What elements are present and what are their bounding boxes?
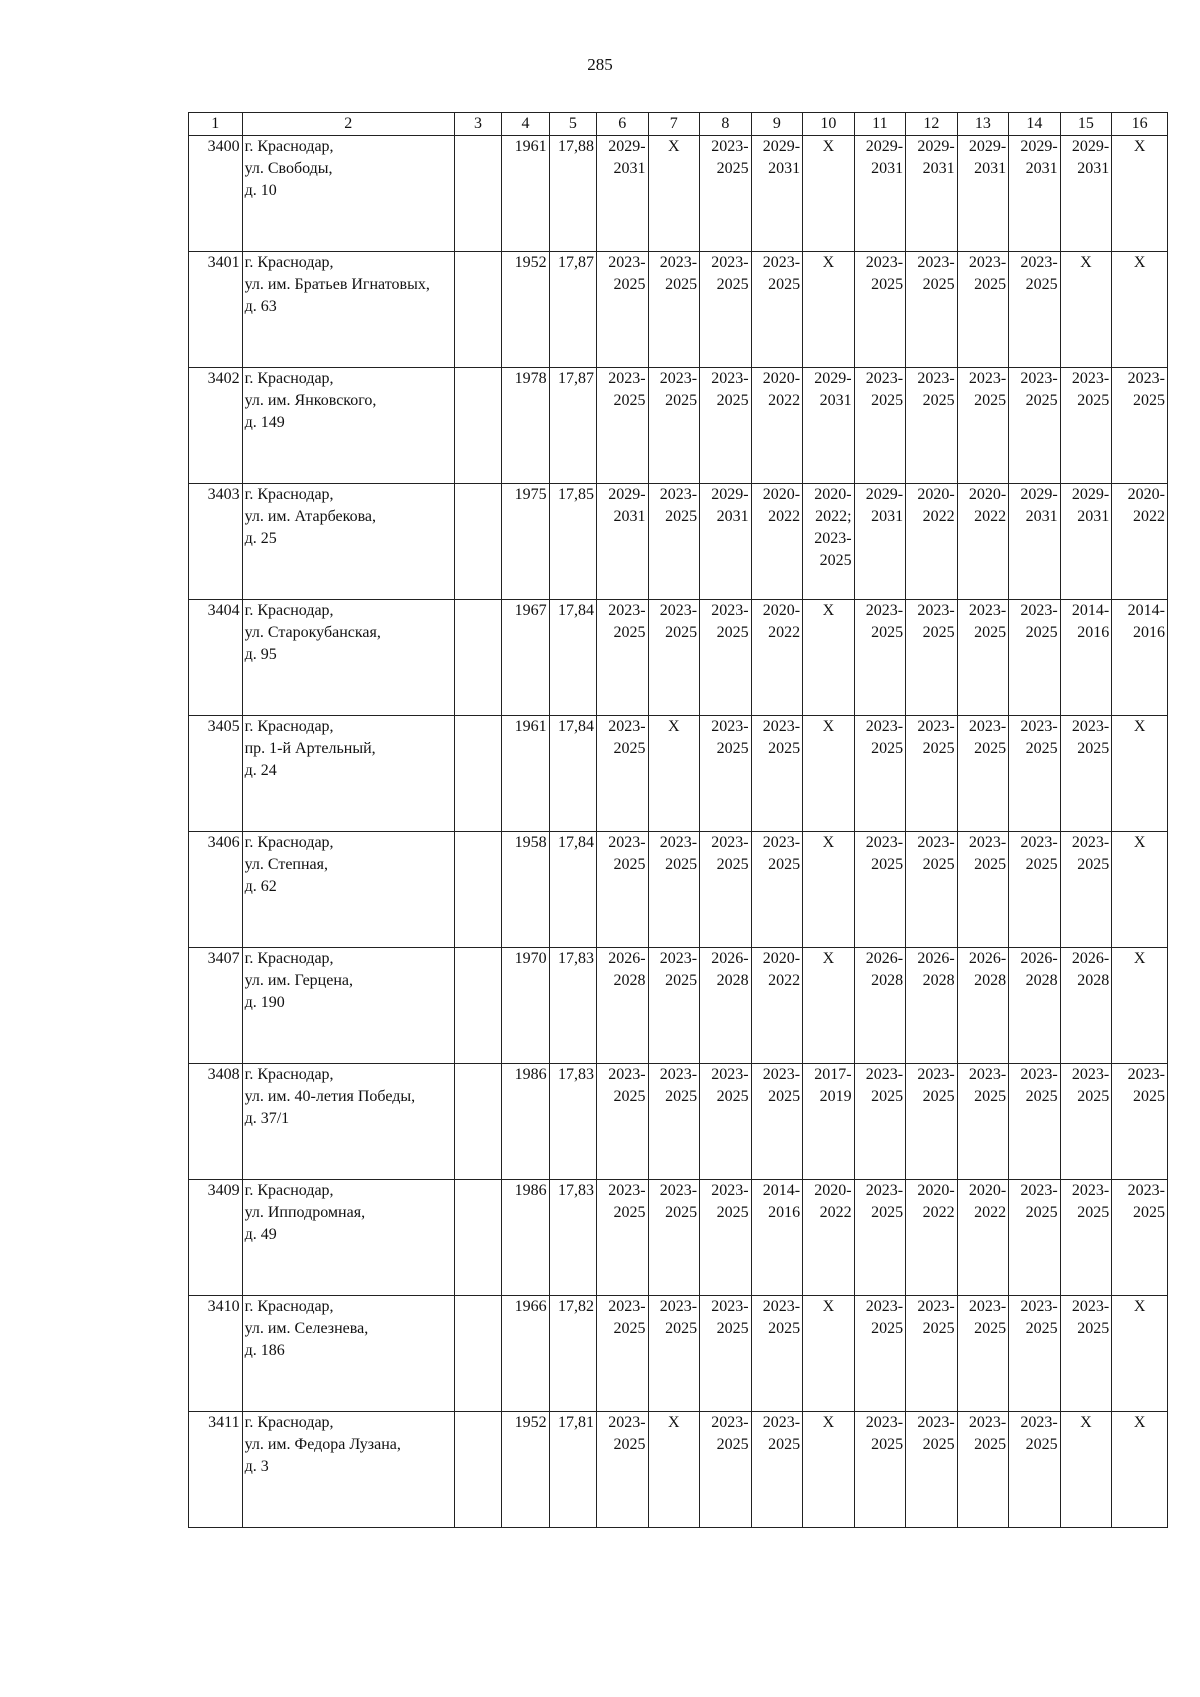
period-cell-col-6: 2023- 2025: [597, 368, 649, 484]
row-number: 3409: [189, 1180, 243, 1296]
period-cell-col-9: 2020- 2022: [751, 484, 803, 600]
value-cell: 17,83: [549, 1180, 596, 1296]
period-cell-col-11: 2023- 2025: [854, 600, 906, 716]
period-cell-col-7: X: [648, 136, 700, 252]
row-number: 3402: [189, 368, 243, 484]
period-cell-col-11: 2023- 2025: [854, 1412, 906, 1528]
table-row: [189, 948, 1168, 1064]
period-cell-col-11: 2023- 2025: [854, 1296, 906, 1412]
address-cell: [242, 1296, 454, 1412]
address-line: ул. Степная,: [244, 856, 328, 873]
period-cell-col-12: 2023- 2025: [906, 600, 958, 716]
period-cell-col-13: 2020- 2022: [957, 1180, 1009, 1296]
table-row: [189, 368, 1168, 484]
address-line: д. 149: [244, 414, 285, 431]
address-line: д. 37/1: [244, 1110, 290, 1127]
column-3-cell: [454, 136, 501, 252]
address-line: ул. им. 40-летия Победы,: [244, 1088, 416, 1105]
row-number: 3408: [189, 1064, 243, 1180]
period-cell-col-8: 2023- 2025: [700, 832, 752, 948]
address-line: д. 190: [244, 994, 285, 1011]
address-line: г. Краснодар,: [244, 254, 334, 271]
address-cell: [242, 1064, 454, 1180]
period-cell-col-12: 2023- 2025: [906, 252, 958, 368]
address-cell: [242, 832, 454, 948]
column-header-16: 16: [1112, 113, 1168, 136]
address-line: д. 49: [244, 1226, 277, 1243]
period-cell-col-8: 2029- 2031: [700, 484, 752, 600]
row-number: 3410: [189, 1296, 243, 1412]
period-cell-col-10: 2020- 2022: [803, 1180, 855, 1296]
period-cell-col-13: 2023- 2025: [957, 1064, 1009, 1180]
period-cell-col-16: 2023- 2025: [1112, 1180, 1168, 1296]
period-cell-col-8: 2023- 2025: [700, 1064, 752, 1180]
period-cell-col-11: 2029- 2031: [854, 484, 906, 600]
column-header-2: 2: [242, 113, 454, 136]
period-cell-col-7: 2023- 2025: [648, 1180, 700, 1296]
column-header-5: 5: [549, 113, 596, 136]
period-cell-col-6: 2023- 2025: [597, 1296, 649, 1412]
address-line: г. Краснодар,: [244, 1066, 334, 1083]
period-cell-col-9: 2020- 2022: [751, 600, 803, 716]
period-cell-col-14: 2023- 2025: [1009, 1180, 1061, 1296]
build-year-cell: 1986: [502, 1064, 549, 1180]
address-line: г. Краснодар,: [244, 1298, 334, 1315]
period-cell-col-14: 2023- 2025: [1009, 716, 1061, 832]
period-cell-col-9: 2023- 2025: [751, 252, 803, 368]
period-cell-col-9: 2014- 2016: [751, 1180, 803, 1296]
address-line: ул. Свободы,: [244, 160, 333, 177]
period-cell-col-14: 2026- 2028: [1009, 948, 1061, 1064]
period-cell-col-6: 2023- 2025: [597, 1180, 649, 1296]
period-cell-col-15: 2023- 2025: [1060, 368, 1112, 484]
table-row: [189, 600, 1168, 716]
period-cell-col-14: 2023- 2025: [1009, 368, 1061, 484]
period-cell-col-16: X: [1112, 716, 1168, 832]
period-cell-col-13: 2023- 2025: [957, 1296, 1009, 1412]
period-cell-col-16: 2014- 2016: [1112, 600, 1168, 716]
period-cell-col-8: 2023- 2025: [700, 1412, 752, 1528]
build-year-cell: 1967: [502, 600, 549, 716]
housing-register-table: [188, 112, 1168, 1528]
row-number: 3407: [189, 948, 243, 1064]
column-header-14: 14: [1009, 113, 1061, 136]
period-cell-col-11: 2023- 2025: [854, 716, 906, 832]
address-line: д. 25: [244, 530, 277, 547]
period-cell-col-16: X: [1112, 136, 1168, 252]
address-line: ул. Ипподромная,: [244, 1204, 366, 1221]
column-header-11: 11: [854, 113, 906, 136]
build-year-cell: 1978: [502, 368, 549, 484]
period-cell-col-13: 2023- 2025: [957, 368, 1009, 484]
period-cell-col-8: 2023- 2025: [700, 716, 752, 832]
period-cell-col-15: 2014- 2016: [1060, 600, 1112, 716]
address-line: д. 10: [244, 182, 277, 199]
period-cell-col-6: 2023- 2025: [597, 1064, 649, 1180]
period-cell-col-13: 2023- 2025: [957, 600, 1009, 716]
column-3-cell: [454, 252, 501, 368]
address-line: д. 95: [244, 646, 277, 663]
column-header-9: 9: [751, 113, 803, 136]
address-line: ул. им. Герцена,: [244, 972, 354, 989]
column-3-cell: [454, 1296, 501, 1412]
address-cell: [242, 1180, 454, 1296]
period-cell-col-8: 2023- 2025: [700, 1180, 752, 1296]
period-cell-col-16: X: [1112, 832, 1168, 948]
period-cell-col-10: X: [803, 948, 855, 1064]
value-cell: 17,85: [549, 484, 596, 600]
period-cell-col-14: 2023- 2025: [1009, 832, 1061, 948]
address-line: г. Краснодар,: [244, 602, 334, 619]
row-number: 3404: [189, 600, 243, 716]
period-cell-col-11: 2023- 2025: [854, 1180, 906, 1296]
period-cell-col-7: 2023- 2025: [648, 832, 700, 948]
address-line: г. Краснодар,: [244, 950, 334, 967]
period-cell-col-9: 2020- 2022: [751, 368, 803, 484]
period-cell-col-11: 2026- 2028: [854, 948, 906, 1064]
header-row: [189, 113, 1168, 136]
period-cell-col-8: 2023- 2025: [700, 136, 752, 252]
period-cell-col-10: X: [803, 716, 855, 832]
column-3-cell: [454, 832, 501, 948]
column-3-cell: [454, 368, 501, 484]
period-cell-col-14: 2023- 2025: [1009, 600, 1061, 716]
period-cell-col-7: 2023- 2025: [648, 1064, 700, 1180]
address-line: пр. 1-й Артельный,: [244, 740, 376, 757]
period-cell-col-15: X: [1060, 252, 1112, 368]
table-row: [189, 832, 1168, 948]
period-cell-col-10: X: [803, 832, 855, 948]
period-cell-col-7: 2023- 2025: [648, 484, 700, 600]
period-cell-col-16: 2023- 2025: [1112, 1064, 1168, 1180]
column-header-8: 8: [700, 113, 752, 136]
period-cell-col-6: 2023- 2025: [597, 252, 649, 368]
period-cell-col-12: 2029- 2031: [906, 136, 958, 252]
value-cell: 17,84: [549, 832, 596, 948]
period-cell-col-12: 2023- 2025: [906, 716, 958, 832]
period-cell-col-11: 2023- 2025: [854, 252, 906, 368]
value-cell: 17,87: [549, 252, 596, 368]
address-cell: [242, 484, 454, 600]
period-cell-col-16: X: [1112, 1412, 1168, 1528]
period-cell-col-16: X: [1112, 1296, 1168, 1412]
period-cell-col-14: 2023- 2025: [1009, 1412, 1061, 1528]
period-cell-col-6: 2023- 2025: [597, 832, 649, 948]
build-year-cell: 1952: [502, 1412, 549, 1528]
address-line: ул. им. Селезнева,: [244, 1320, 369, 1337]
column-3-cell: [454, 484, 501, 600]
table-row: [189, 716, 1168, 832]
period-cell-col-15: 2023- 2025: [1060, 1296, 1112, 1412]
period-cell-col-15: 2023- 2025: [1060, 1180, 1112, 1296]
period-cell-col-6: 2029- 2031: [597, 136, 649, 252]
period-cell-col-15: 2026- 2028: [1060, 948, 1112, 1064]
period-cell-col-14: 2029- 2031: [1009, 484, 1061, 600]
period-cell-col-15: 2023- 2025: [1060, 832, 1112, 948]
period-cell-col-13: 2026- 2028: [957, 948, 1009, 1064]
period-cell-col-8: 2023- 2025: [700, 368, 752, 484]
period-cell-col-8: 2023- 2025: [700, 252, 752, 368]
page-number: 285: [587, 55, 613, 74]
address-line: г. Краснодар,: [244, 1414, 334, 1431]
period-cell-col-14: 2023- 2025: [1009, 252, 1061, 368]
period-cell-col-7: 2023- 2025: [648, 252, 700, 368]
value-cell: 17,84: [549, 600, 596, 716]
table-row: [189, 136, 1168, 252]
column-header-1: 1: [189, 113, 243, 136]
column-header-13: 13: [957, 113, 1009, 136]
address-line: ул. Старокубанская,: [244, 624, 381, 641]
address-line: ул. им. Янковского,: [244, 392, 377, 409]
period-cell-col-8: 2023- 2025: [700, 1296, 752, 1412]
table-row: [189, 1412, 1168, 1528]
period-cell-col-16: 2020- 2022: [1112, 484, 1168, 600]
value-cell: 17,84: [549, 716, 596, 832]
build-year-cell: 1958: [502, 832, 549, 948]
period-cell-col-10: 2029- 2031: [803, 368, 855, 484]
column-header-6: 6: [597, 113, 649, 136]
period-cell-col-7: 2023- 2025: [648, 368, 700, 484]
period-cell-col-15: X: [1060, 1412, 1112, 1528]
period-cell-col-13: 2023- 2025: [957, 716, 1009, 832]
address-line: д. 63: [244, 298, 277, 315]
period-cell-col-7: 2023- 2025: [648, 948, 700, 1064]
period-cell-col-13: 2029- 2031: [957, 136, 1009, 252]
period-cell-col-16: 2023- 2025: [1112, 368, 1168, 484]
address-line: д. 24: [244, 762, 277, 779]
period-cell-col-13: 2023- 2025: [957, 832, 1009, 948]
period-cell-col-12: 2020- 2022: [906, 1180, 958, 1296]
row-number: 3400: [189, 136, 243, 252]
address-cell: [242, 1412, 454, 1528]
column-header-3: 3: [454, 113, 501, 136]
address-line: ул. им. Федора Лузана,: [244, 1436, 401, 1453]
build-year-cell: 1986: [502, 1180, 549, 1296]
address-line: г. Краснодар,: [244, 486, 334, 503]
period-cell-col-8: 2026- 2028: [700, 948, 752, 1064]
period-cell-col-6: 2023- 2025: [597, 600, 649, 716]
column-header-4: 4: [502, 113, 549, 136]
address-cell: [242, 716, 454, 832]
period-cell-col-11: 2023- 2025: [854, 1064, 906, 1180]
column-header-7: 7: [648, 113, 700, 136]
table-body: [189, 136, 1168, 1528]
build-year-cell: 1952: [502, 252, 549, 368]
period-cell-col-12: 2023- 2025: [906, 1412, 958, 1528]
period-cell-col-11: 2023- 2025: [854, 832, 906, 948]
column-3-cell: [454, 1064, 501, 1180]
period-cell-col-9: 2023- 2025: [751, 716, 803, 832]
period-cell-col-12: 2023- 2025: [906, 1064, 958, 1180]
period-cell-col-10: X: [803, 600, 855, 716]
address-line: г. Краснодар,: [244, 370, 334, 387]
table-row: [189, 484, 1168, 600]
period-cell-col-14: 2023- 2025: [1009, 1064, 1061, 1180]
period-cell-col-9: 2020- 2022: [751, 948, 803, 1064]
column-3-cell: [454, 1180, 501, 1296]
period-cell-col-6: 2029- 2031: [597, 484, 649, 600]
period-cell-col-7: 2023- 2025: [648, 600, 700, 716]
column-header-12: 12: [906, 113, 958, 136]
row-number: 3401: [189, 252, 243, 368]
period-cell-col-14: 2029- 2031: [1009, 136, 1061, 252]
value-cell: 17,88: [549, 136, 596, 252]
build-year-cell: 1961: [502, 716, 549, 832]
period-cell-col-12: 2023- 2025: [906, 1296, 958, 1412]
address-cell: [242, 600, 454, 716]
build-year-cell: 1970: [502, 948, 549, 1064]
column-3-cell: [454, 948, 501, 1064]
address-cell: [242, 136, 454, 252]
address-cell: [242, 948, 454, 1064]
period-cell-col-12: 2023- 2025: [906, 368, 958, 484]
value-cell: 17,83: [549, 1064, 596, 1180]
address-line: д. 62: [244, 878, 277, 895]
period-cell-col-13: 2020- 2022: [957, 484, 1009, 600]
address-line: ул. им. Братьев Игнатовых,: [244, 276, 430, 293]
period-cell-col-14: 2023- 2025: [1009, 1296, 1061, 1412]
value-cell: 17,81: [549, 1412, 596, 1528]
period-cell-col-7: 2023- 2025: [648, 1296, 700, 1412]
address-line: д. 3: [244, 1458, 269, 1475]
period-cell-col-9: 2023- 2025: [751, 1064, 803, 1180]
value-cell: 17,83: [549, 948, 596, 1064]
table-row: [189, 1180, 1168, 1296]
period-cell-col-9: 2023- 2025: [751, 832, 803, 948]
value-cell: 17,87: [549, 368, 596, 484]
period-cell-col-16: X: [1112, 252, 1168, 368]
period-cell-col-13: 2023- 2025: [957, 1412, 1009, 1528]
build-year-cell: 1966: [502, 1296, 549, 1412]
column-header-15: 15: [1060, 113, 1112, 136]
period-cell-col-9: 2023- 2025: [751, 1412, 803, 1528]
period-cell-col-11: 2029- 2031: [854, 136, 906, 252]
row-number: 3405: [189, 716, 243, 832]
period-cell-col-11: 2023- 2025: [854, 368, 906, 484]
column-3-cell: [454, 716, 501, 832]
period-cell-col-15: 2023- 2025: [1060, 1064, 1112, 1180]
table-row: [189, 252, 1168, 368]
row-number: 3403: [189, 484, 243, 600]
column-header-10: 10: [803, 113, 855, 136]
value-cell: 17,82: [549, 1296, 596, 1412]
period-cell-col-9: 2023- 2025: [751, 1296, 803, 1412]
period-cell-col-10: X: [803, 1412, 855, 1528]
address-line: г. Краснодар,: [244, 834, 334, 851]
period-cell-col-15: 2029- 2031: [1060, 136, 1112, 252]
period-cell-col-10: X: [803, 1296, 855, 1412]
table-row: [189, 1064, 1168, 1180]
period-cell-col-6: 2023- 2025: [597, 716, 649, 832]
row-number: 3411: [189, 1412, 243, 1528]
period-cell-col-6: 2023- 2025: [597, 1412, 649, 1528]
table-row: [189, 1296, 1168, 1412]
period-cell-col-9: 2029- 2031: [751, 136, 803, 252]
column-3-cell: [454, 600, 501, 716]
period-cell-col-6: 2026- 2028: [597, 948, 649, 1064]
address-line: г. Краснодар,: [244, 138, 334, 155]
address-cell: [242, 368, 454, 484]
row-number: 3406: [189, 832, 243, 948]
period-cell-col-12: 2020- 2022: [906, 484, 958, 600]
build-year-cell: 1975: [502, 484, 549, 600]
column-3-cell: [454, 1412, 501, 1528]
period-cell-col-10: 2020- 2022; 2023- 2025: [803, 484, 855, 600]
period-cell-col-10: X: [803, 136, 855, 252]
build-year-cell: 1961: [502, 136, 549, 252]
period-cell-col-10: X: [803, 252, 855, 368]
period-cell-col-7: X: [648, 716, 700, 832]
period-cell-col-12: 2026- 2028: [906, 948, 958, 1064]
address-line: г. Краснодар,: [244, 1182, 334, 1199]
period-cell-col-8: 2023- 2025: [700, 600, 752, 716]
period-cell-col-15: 2023- 2025: [1060, 716, 1112, 832]
address-line: д. 186: [244, 1342, 285, 1359]
period-cell-col-10: 2017- 2019: [803, 1064, 855, 1180]
period-cell-col-16: X: [1112, 948, 1168, 1064]
period-cell-col-15: 2029- 2031: [1060, 484, 1112, 600]
address-line: г. Краснодар,: [244, 718, 334, 735]
period-cell-col-12: 2023- 2025: [906, 832, 958, 948]
period-cell-col-13: 2023- 2025: [957, 252, 1009, 368]
address-line: ул. им. Атарбекова,: [244, 508, 377, 525]
period-cell-col-7: X: [648, 1412, 700, 1528]
address-cell: [242, 252, 454, 368]
